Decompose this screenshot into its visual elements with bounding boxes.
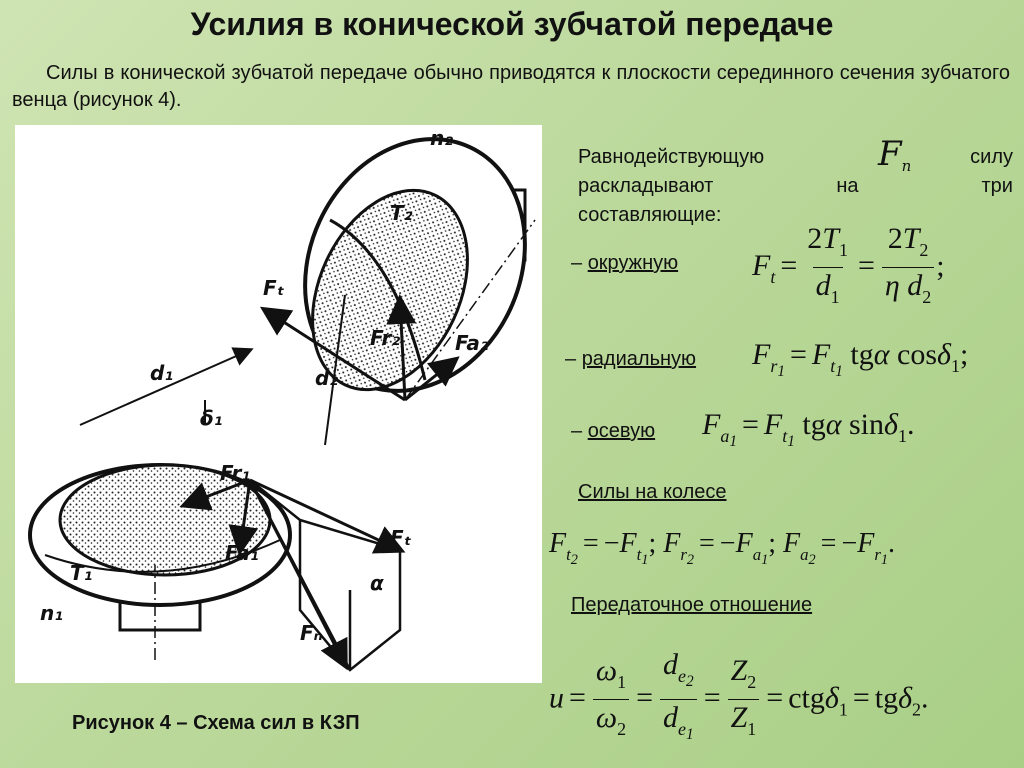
gear-ratio-label: Передаточное отношение bbox=[571, 594, 813, 616]
label-Ft-bottom: Fₜ bbox=[390, 526, 412, 550]
label-delta1: δ₁ bbox=[200, 406, 223, 430]
axial-formula: $F_{a_1}= F_{t_1}$ tgα sinδ$_1$. bbox=[702, 408, 915, 450]
label-T2: T₂ bbox=[390, 201, 413, 225]
label-Fn: Fₙ bbox=[300, 621, 323, 645]
into-word: на bbox=[836, 175, 859, 197]
decompose-word: раскладывают bbox=[578, 175, 714, 197]
label-Fr1: Fr₁ bbox=[220, 461, 251, 485]
label-Fa1: Fa₁ bbox=[225, 541, 259, 565]
resultant-text bbox=[578, 143, 1013, 230]
circumferential-label: – окружную bbox=[571, 252, 679, 274]
label-n2: n₂ bbox=[430, 126, 453, 150]
label-Fa2: Fa₂ bbox=[455, 331, 489, 355]
components-word: составляющие: bbox=[578, 204, 722, 226]
label-Fr2: Fr₂ bbox=[370, 326, 401, 350]
resultant-word: Равнодействующую bbox=[578, 146, 765, 168]
label-d2: d₂ bbox=[315, 366, 339, 390]
label-n1: n₁ bbox=[40, 601, 63, 625]
fn-symbol: $F_n$ bbox=[878, 134, 912, 175]
radial-label: – радиальную bbox=[565, 348, 697, 370]
gear-force-diagram bbox=[15, 125, 542, 683]
radial-formula: $F_{r_1}= F_{t_1}$ tgα cosδ$_1$; bbox=[752, 338, 969, 380]
force-word: силу bbox=[970, 146, 1013, 168]
three-word: три bbox=[981, 175, 1013, 197]
gear-ratio-formula: u = $\frac{\omega_1}{\omega_2}$ = $\frac{d_{e_2}}{d_{e_1}}$ = $\frac{Z_2}{Z_1}$ = ctgδ$_1$ = tgδ$_2$. bbox=[549, 648, 929, 753]
gear-force-figure bbox=[15, 125, 542, 683]
label-alpha: α bbox=[370, 571, 384, 595]
figure-caption: Рисунок 4 – Схема сил в КЗП bbox=[72, 712, 360, 734]
slide-title: Усилия в конической зубчатой передаче bbox=[190, 6, 834, 42]
wheel-forces-formula: $F_{t_2}= -F_{t_1}$; $F_{r_2}= -F_{a_1}$; $F_{a_2}= -F_{r_1}$. bbox=[549, 528, 896, 568]
axial-label: – осевую bbox=[571, 420, 656, 442]
intro-paragraph: Силы в конической зубчатой передаче обычно приводятся к плоскости серединного сечения зубчатого венца (рисунок 4). bbox=[12, 62, 1010, 111]
label-d1: d₁ bbox=[150, 361, 174, 385]
label-Ft-top: Fₜ bbox=[263, 276, 285, 300]
label-T1: T₁ bbox=[70, 561, 93, 585]
wheel-forces-label: Силы на колесе bbox=[578, 481, 727, 503]
circumferential-formula: $F_t$ = $\frac{2T_1}{d_1}$ = $\frac{2T_2}{\eta d_2}$ ; bbox=[752, 222, 945, 315]
